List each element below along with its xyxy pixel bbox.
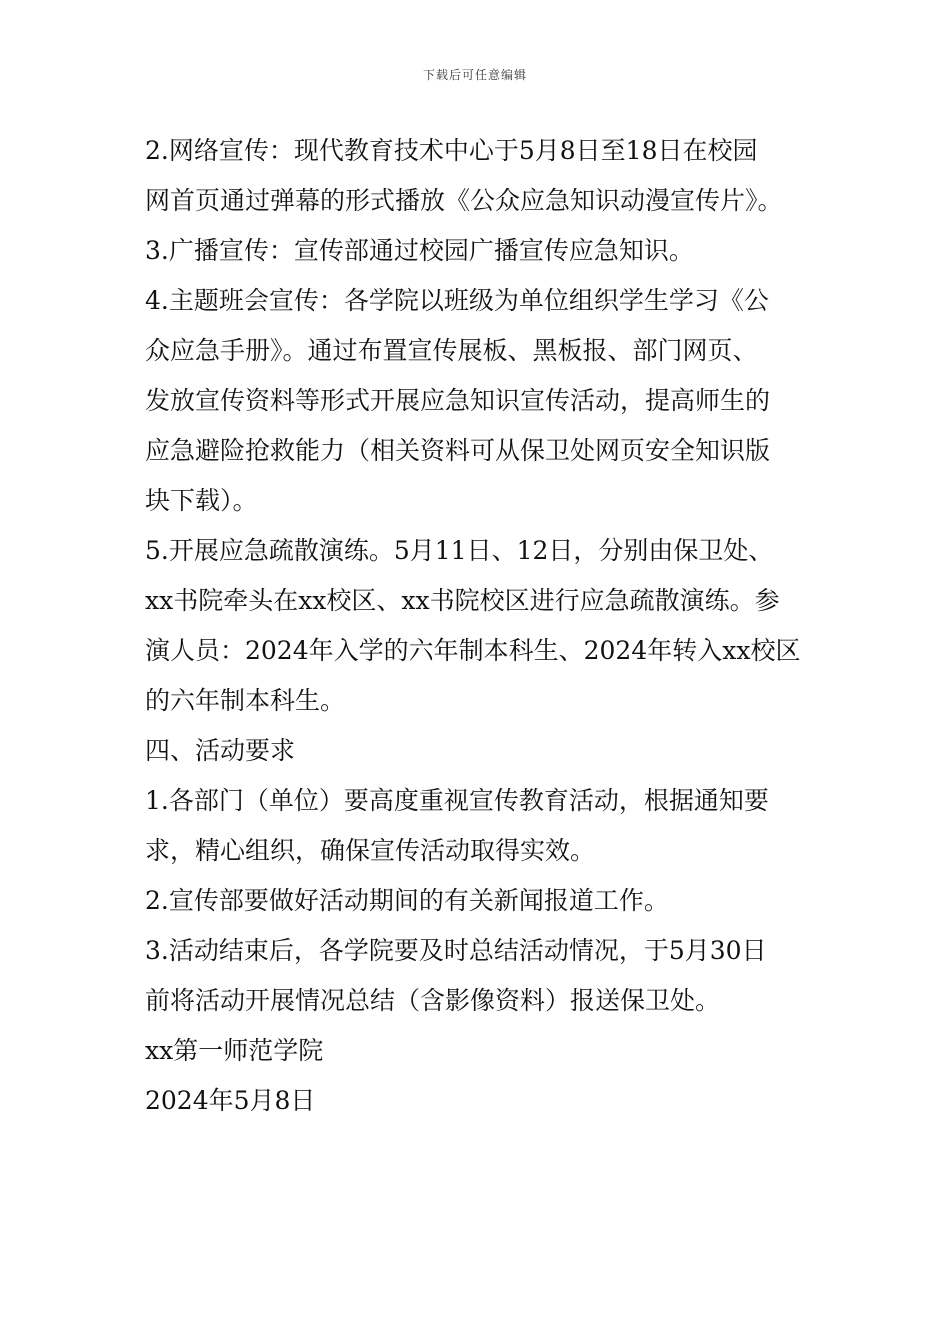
signature-organization: xx第一师范学院 [145, 1036, 324, 1065]
text-line: 4.主题班会宣传：各学院以班级为单位组织学生学习《公 [145, 286, 769, 315]
text-line: 3.活动结束后，各学院要及时总结活动情况，于5月30日 [145, 936, 767, 965]
text-line: 求，精心组织，确保宣传活动取得实效。 [145, 836, 596, 865]
text-line: 块下载）。 [145, 486, 258, 515]
signature-date: 2024年5月8日 [145, 1086, 316, 1115]
text-line: 前将活动开展情况总结（含影像资料）报送保卫处。 [145, 986, 721, 1015]
text-line: 的六年制本科生。 [145, 686, 346, 715]
text-line: 2.宣传部要做好活动期间的有关新闻报道工作。 [145, 886, 669, 915]
text-line: 网首页通过弹幕的形式播放《公众应急知识动漫宣传片》。 [145, 186, 783, 215]
text-line: 演人员：2024年入学的六年制本科生、2024年转入xx校区 [145, 636, 801, 665]
text-line: 众应急手册》。通过布置宣传展板、黑板报、部门网页、 [145, 336, 758, 365]
text-line: 1.各部门（单位）要高度重视宣传教育活动，根据通知要 [145, 786, 769, 815]
text-line: 3.广播宣传：宣传部通过校园广播宣传应急知识。 [145, 236, 694, 265]
section-heading: 四、活动要求 [145, 736, 296, 765]
text-line: 应急避险抢救能力（相关资料可从保卫处网页安全知识版 [145, 436, 771, 465]
text-line: xx书院牵头在xx校区、xx书院校区进行应急疏散演练。参 [145, 586, 780, 615]
document-body [145, 126, 815, 1126]
page-header: 下载后可任意编辑 [422, 68, 527, 82]
text-line: 5.开展应急疏散演练。5月11日、12日，分别由保卫处、 [145, 536, 774, 565]
text-line: 2.网络宣传：现代教育技术中心于5月8日至18日在校园 [145, 136, 758, 165]
text-line: 发放宣传资料等形式开展应急知识宣传活动，提高师生的 [145, 386, 771, 415]
